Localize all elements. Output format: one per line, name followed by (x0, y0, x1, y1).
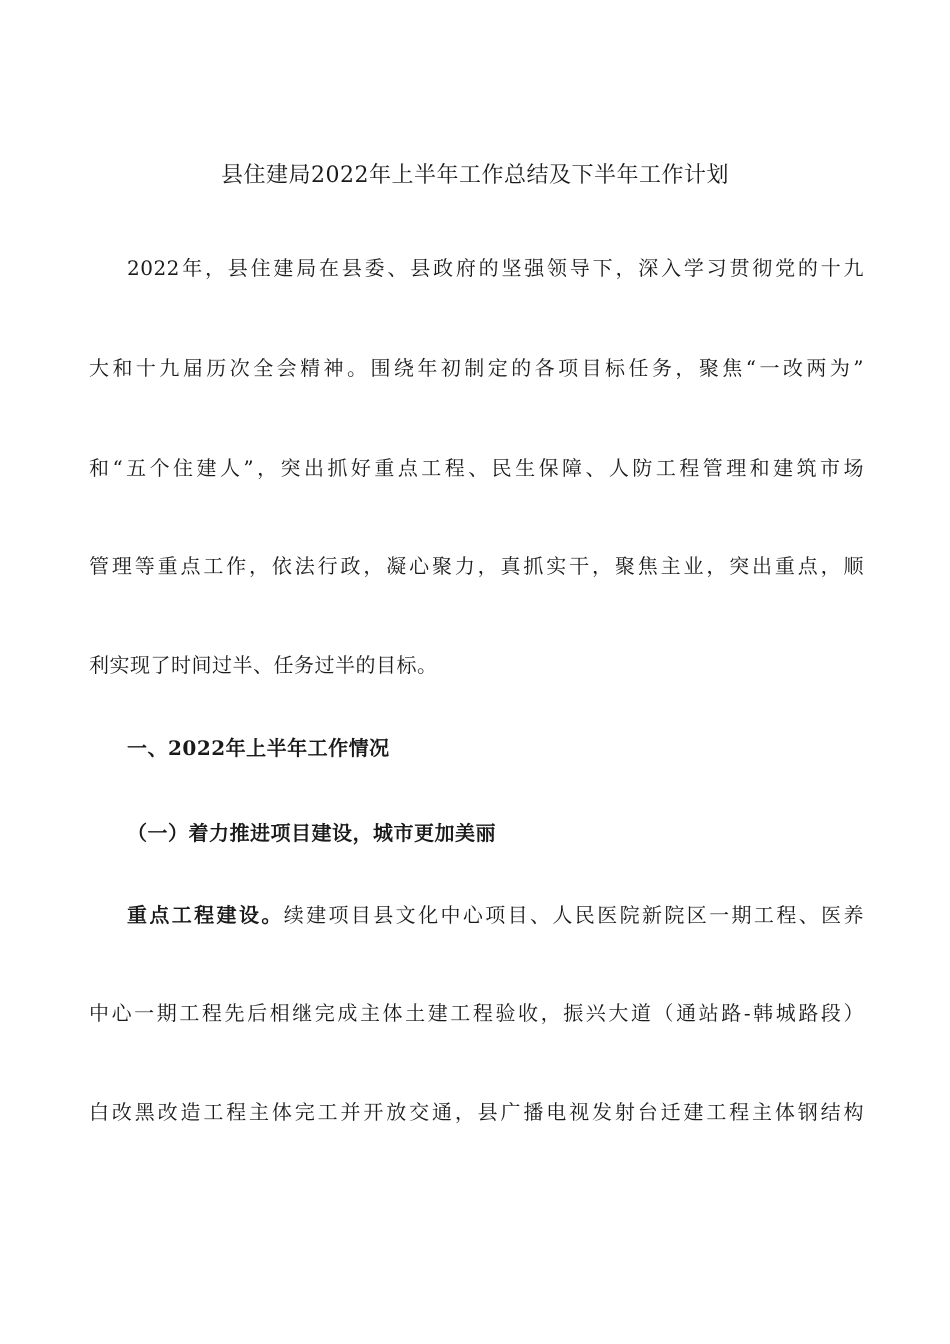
para2-line-1-text: 续建项目县文化中心项目、人民医院新院区一期工程、医养 (283, 903, 864, 927)
para2-lead: 重点工程建设。 (127, 903, 284, 927)
para2-line-2: 中心一期工程先后相继完成主体土建工程验收，振兴大道（通站路-韩城路段） (89, 1001, 864, 1025)
intro-line-2: 大和十九届历次全会精神。围绕年初制定的各项目标任务，聚焦“一改两为” (89, 356, 864, 380)
intro-line-5: 利实现了时间过半、任务过半的目标。 (89, 653, 438, 677)
section-heading: 一、2022年上半年工作情况 (127, 736, 390, 760)
para2-line-3: 白改黑改造工程主体完工并开放交通，县广播电视发射台迁建工程主体钢结构 (89, 1100, 864, 1124)
intro-line-1: 2022年，县住建局在县委、县政府的坚强领导下，深入学习贯彻党的十九 (127, 256, 864, 280)
intro-line-3: 和“五个住建人”，突出抓好重点工程、民生保障、人防工程管理和建筑市场 (89, 456, 864, 480)
document-title: 县住建局2022年上半年工作总结及下半年工作计划 (221, 163, 729, 188)
intro-line-4: 管理等重点工作，依法行政，凝心聚力，真抓实干，聚焦主业，突出重点，顺 (89, 554, 864, 578)
para2-line-1 (89, 900, 864, 930)
subsection-heading: （一）着力推进项目建设，城市更加美丽 (127, 821, 496, 845)
